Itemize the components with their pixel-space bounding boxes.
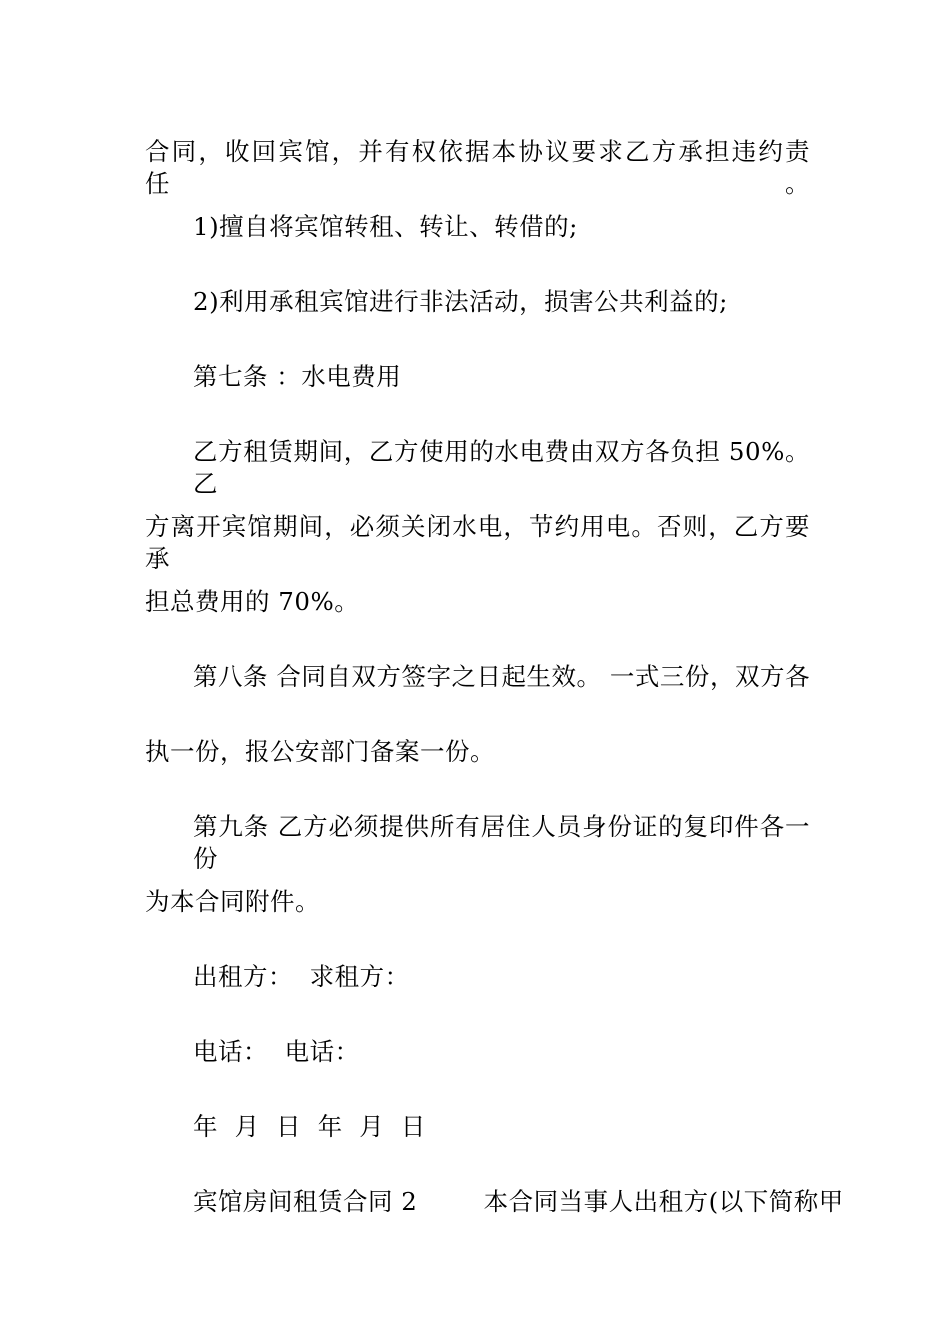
signature-date-line: 年 月 日 年 月 日: [193, 1112, 426, 1141]
paragraph-line: 执一份，报公安部门备案一份。: [145, 737, 495, 766]
signature-party-line: 出租方： 求租方：: [193, 962, 410, 991]
paragraph-line: 为本合同附件。: [145, 887, 320, 916]
list-item: 1)擅自将宾馆转租、转让、转借的;: [193, 212, 578, 241]
paragraph-line: 乙方租赁期间，乙方使用的水电费由双方各负担 50%。乙: [193, 437, 810, 498]
paragraph-line: 合同，收回宾馆，并有权依据本协议要求乙方承担违约责任。: [145, 137, 810, 198]
paragraph-line: 宾馆房间租赁合同 2 本合同当事人出租方(以下简称甲: [193, 1187, 844, 1216]
list-item: 2)利用承租宾馆进行非法活动，损害公共利益的;: [193, 287, 728, 316]
paragraph-line: 第九条 乙方必须提供所有居住人员身份证的复印件各一份: [193, 812, 810, 873]
signature-phone-line: 电话： 电话：: [193, 1037, 360, 1066]
paragraph-line: 第八条 合同自双方签字之日起生效。 一式三份，双方各: [193, 662, 810, 691]
section-heading: 第七条 ：水电费用: [193, 362, 402, 391]
paragraph-line: 方离开宾馆期间，必须关闭水电，节约用电。否则，乙方要承: [145, 512, 810, 573]
paragraph-line: 担总费用的 70%。: [145, 587, 360, 616]
